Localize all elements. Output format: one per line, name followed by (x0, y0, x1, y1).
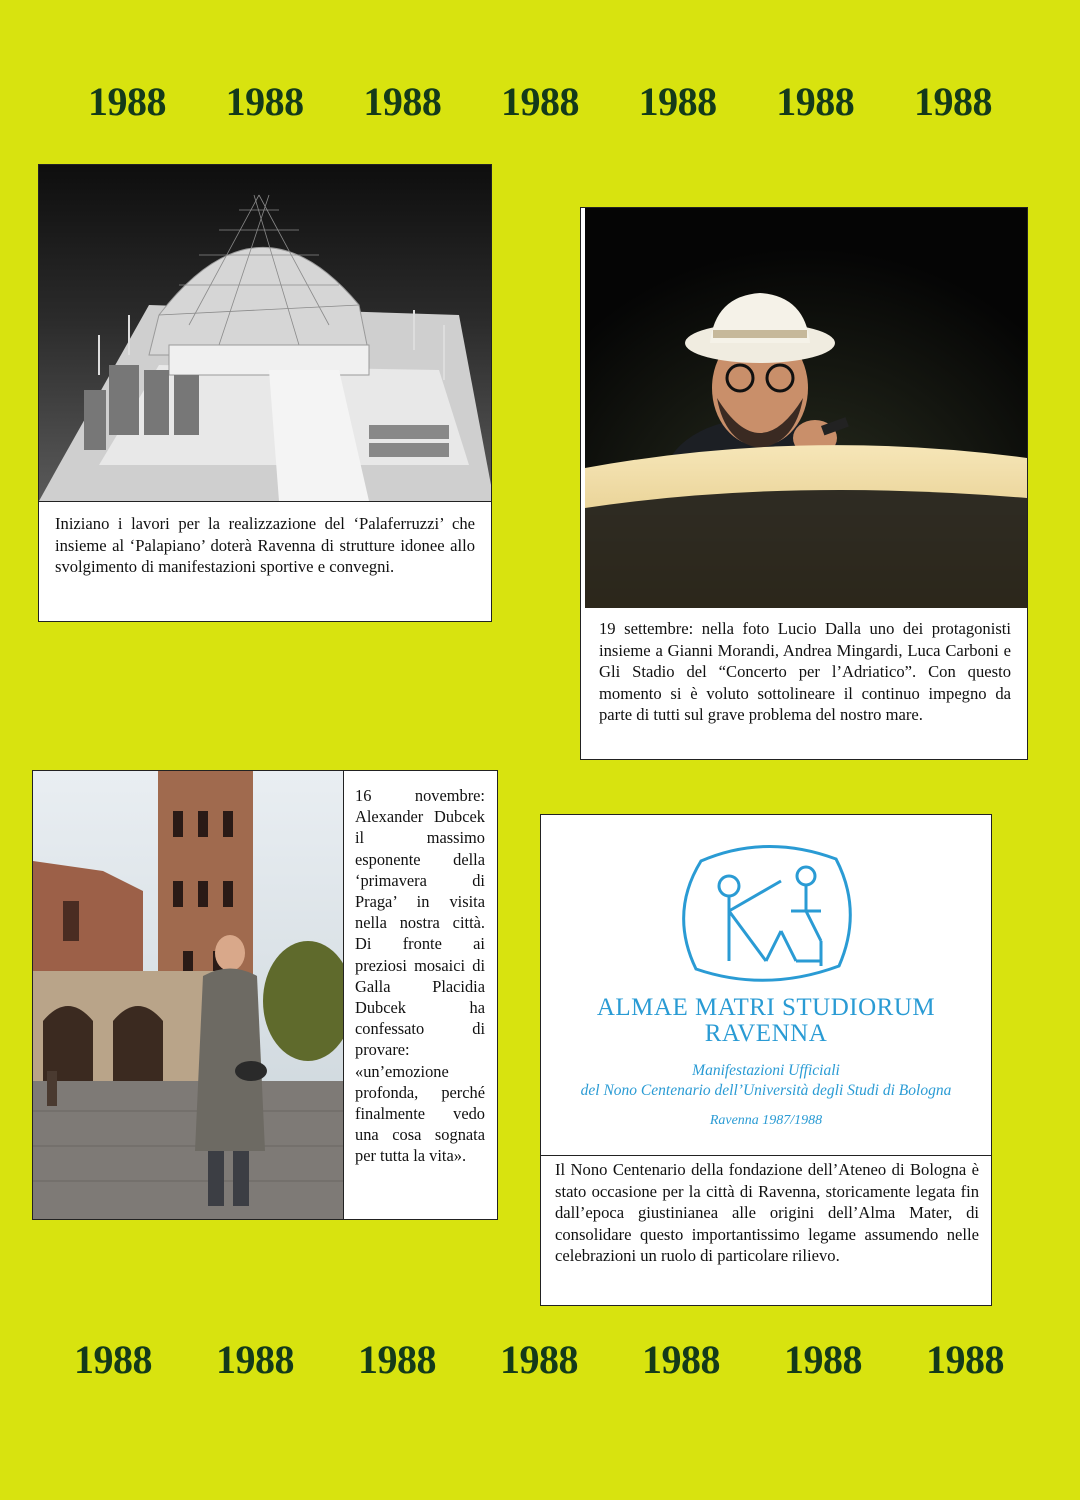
almae-matri-dates: Ravenna 1987/1988 (709, 1113, 823, 1128)
bottom-year-banner (0, 1336, 1080, 1396)
year-label: 1988 (74, 1337, 152, 1382)
almae-matri-logo (541, 815, 991, 1156)
palaferruzzi-card (38, 164, 492, 622)
subtitle-line: Manifestazioni Ufficiali (692, 1062, 840, 1079)
year-label: 1988 (638, 79, 717, 124)
almae-matri-card (540, 814, 992, 1306)
year-label: 1988 (358, 1337, 436, 1382)
top-year-banner (0, 78, 1080, 138)
lucio-dalla-caption: 19 settembre: nella foto Lucio Dalla uno dei protagonisti insieme a Gianni Morandi, Andrea Mingardi, Luca Carboni e Gli Stadio del “Concerto per l’Adriatico”. Con questo momento si è voluto sottolineare il continuo impegno da parte di tutti sul grave problema del nostro mare. (599, 619, 1011, 724)
year-label: 1988 (913, 79, 992, 124)
dubcek-card (32, 770, 498, 1220)
year-label: 1988 (500, 79, 579, 124)
university-seal-icon (671, 841, 861, 986)
palaferruzzi-model-photo (39, 165, 491, 502)
year-label: 1988 (776, 79, 855, 124)
lucio-dalla-concert-photo (585, 208, 1027, 608)
almae-matri-subtitle (541, 1061, 991, 1101)
year-label: 1988 (88, 79, 166, 124)
subtitle-line: del Nono Centenario dell’Università degli Studi di Bologna (580, 1082, 952, 1099)
almae-matri-title (541, 995, 991, 1047)
lucio-dalla-card (580, 207, 1028, 760)
year-label: 1988 (642, 1337, 720, 1382)
title-line: ALMAE MATRI STUDIORUM (596, 994, 936, 1021)
dubcek-visit-photo (33, 771, 344, 1219)
year-label: 1988 (363, 79, 442, 124)
palaferruzzi-caption: Iniziano i lavori per la realizzazione del ‘Palaferruzzi’ che insieme al ‘Palapiano’ doterà Ravenna di strutture idonee allo svolgimento di manifestazioni sportive e convegni. (55, 514, 475, 576)
year-label: 1988 (500, 1337, 578, 1382)
year-label: 1988 (926, 1337, 1004, 1382)
title-line: RAVENNA (704, 1020, 828, 1047)
year-label: 1988 (216, 1337, 294, 1382)
almae-matri-caption: Il Nono Centenario della fondazione dell’Ateneo di Bologna è stato occasione per la città di Ravenna, storicamente legata fin dall’epoca giustinianea alle origini dell’Alma Mater, di consolidare questo importantissimo legame assumendo nelle celebrazioni un ruolo di particolare rilievo. (555, 1160, 979, 1265)
dubcek-caption: 16 novembre: Alexander Dubcek il massimo esponente della ‘primavera di Praga’ in visita nella nostra città. Di fronte ai preziosi mosaici di Galla Placidia Dubcek ha confessato di provare: «un’emozione profonda, perché finalmente vedo una cosa sognata per tutta la vita». (355, 786, 485, 1166)
year-label: 1988 (784, 1337, 862, 1382)
year-label: 1988 (225, 79, 304, 124)
